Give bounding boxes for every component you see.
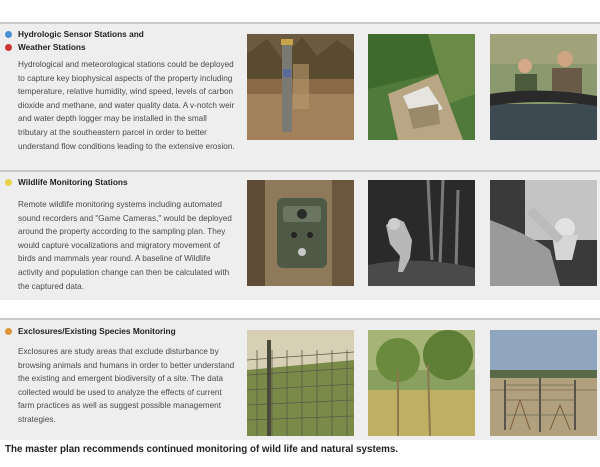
section-exclosures <box>0 318 600 440</box>
photo-meadow-vegetation <box>368 330 475 436</box>
section-heading <box>5 28 237 41</box>
photo-boat-survey <box>490 34 597 140</box>
photo-owl-handling <box>490 180 597 286</box>
heading-line-1: Exclosures/Existing Species Monitoring <box>18 326 176 336</box>
section-heading <box>5 176 237 189</box>
heading-line-1: Hydrologic Sensor Stations and <box>18 29 144 39</box>
section-hydrologic <box>0 22 600 172</box>
bullet-dot-red <box>5 44 12 51</box>
footer-statement: The master plan recommends continued monitoring of wild life and natural systems. <box>5 444 399 455</box>
photo-sensor-post <box>247 34 354 140</box>
section-body: Exclosures are study areas that exclude disturbance by browsing animals and humans in order to better understand the existing and emergent biodiversity of a site. The data collected would be used to analyze the effects of current farm practices as well as suggest possible management strategies. <box>18 347 235 424</box>
section-heading <box>5 325 237 338</box>
section-body: Hydrological and meteorological stations could be deployed to capture key biophysical aspects of the property including temperature, relative humidity, wind speed, levels of carbon dioxide and methane, and water quality data. A v-notch weir and water depth logger may be installed in the small tributary at the southeastern parcel in order to better understand flow conditions leading to the extensive erosion. <box>18 60 235 151</box>
heading-line-2: Weather Stations <box>18 42 86 52</box>
photo-night-coyote <box>368 180 475 286</box>
bullet-dot-orange <box>5 328 12 335</box>
bullet-dot-yellow <box>5 179 12 186</box>
section-body: Remote wildlife monitoring systems including automated sound recorders and "Game Cameras," would be deployed around the property according to the sampling plan. They would capture vocalizations and migratory movement of birds and mammals year round. A baseline of Wildlife activity and population change can then be calculated with the captured data. <box>18 200 232 291</box>
photo-weir <box>368 34 475 140</box>
section-text <box>5 176 237 293</box>
section-heading <box>5 41 237 54</box>
bullet-dot-blue <box>5 31 12 38</box>
section-wildlife <box>0 170 600 300</box>
photo-fence-exclosure <box>247 330 354 436</box>
heading-line-1: Wildlife Monitoring Stations <box>18 177 128 187</box>
photo-game-camera <box>247 180 354 286</box>
section-text <box>5 325 237 427</box>
photo-field-exclosure <box>490 330 597 436</box>
section-text <box>5 28 237 153</box>
